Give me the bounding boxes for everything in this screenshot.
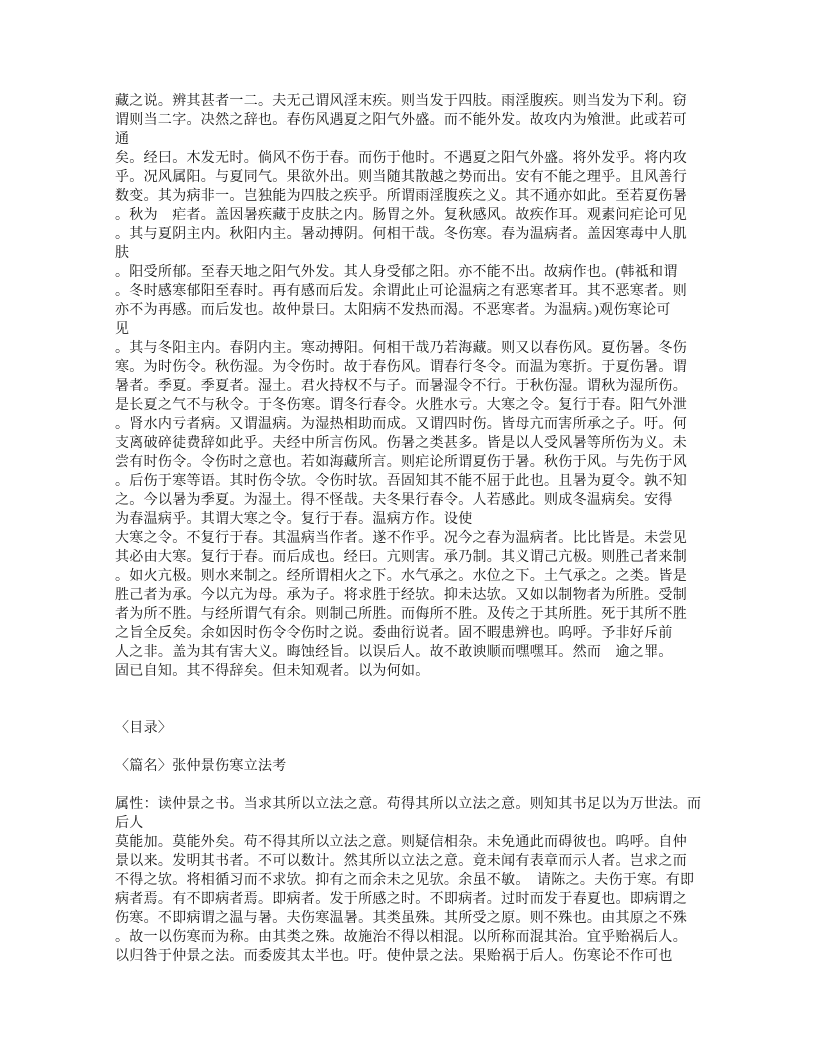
text-line: 为春温病乎。其谓大寒之令。复行于春。温病方作。设使 (115, 512, 473, 527)
text-line: 矣。经曰。木发无时。倘风不伤于春。而伤于他时。不遇夏之阳气外盛。将外发乎。将内攻 (115, 151, 687, 166)
text-line: 人之非。盖为其有害大义。晦蚀经旨。以误后人。故不敢谀顺而嘿嘿耳。然而 逾之罪。 (115, 645, 673, 660)
text-line: 其必由大寒。复行于春。而后成也。经曰。亢则害。承乃制。其义谓己亢极。则胜己者来制 (115, 550, 687, 565)
text-line: 。秋为 疟者。盖因暑疾藏于皮肤之内。肠胃之外。复秋感风。故疾作耳。观素问疟论可见 (115, 208, 687, 223)
text-line: 伤寒。不即病谓之温与暑。夫伤寒温暑。其类虽殊。其所受之原。则不殊也。由其原之不殊 (115, 911, 687, 926)
text-line: 乎。况风属阳。与夏同气。果欲外出。则当随其散越之势而出。安有不能之理乎。且风善行 (115, 170, 687, 185)
text-line: 。其与冬阳主内。春阴内主。寒动搏阳。何相干哉乃若海藏。则又以春伤风。夏伤暑。冬伤 (115, 341, 687, 356)
text-line: 大寒之令。不复行于春。其温病当作者。遂不作乎。况今之春为温病者。比比皆是。未尝见 (115, 531, 687, 546)
text-line: 数变。其为病非一。岂独能为四肢之疾乎。所谓雨淫腹疾之义。其不通亦如此。至若夏伤暑 (115, 189, 687, 204)
text-line: 藏之说。辨其甚者一二。夫无己谓风淫末疾。则当发于四肢。雨淫腹疾。则当发为下利。窃 (115, 94, 687, 109)
text-line: 。冬时感寒郁阳至春时。再有感而后发。余谓此止可论温病之有恶寒者耳。其不恶寒者。则 (115, 284, 687, 299)
text-line: 。肾水内亏者病。又谓温病。为湿热相助而成。又谓四时伤。皆母亢而害所承之子。吁。何 (115, 417, 687, 432)
text-line: 尝有时伤令。令伤时之意也。若如海藏所言。则疟论所谓夏伤于暑。秋伤于风。与先伤于风 (115, 455, 687, 470)
text-line: 后人 (115, 816, 144, 831)
text-line: 暑者。季夏。季夏者。湿土。君火持权不与子。而暑湿令不行。于秋伤湿。谓秋为湿所伤。 (115, 379, 687, 394)
text-line: 是长夏之气不与秋令。于冬伤寒。谓冬行春令。火胜水亏。大寒之令。复行于春。阳气外泄 (115, 398, 687, 413)
chapter-title-heading: 〈篇名〉张仲景伤寒立法考 (115, 759, 287, 774)
text-line: 病者焉。有不即病者焉。即病者。发于所感之时。不即病者。过时而发于春夏也。即病谓之 (115, 892, 687, 907)
text-line: 属性：读仲景之书。当求其所以立法之意。苟得其所以立法之意。则知其书足以为万世法。而 (115, 797, 702, 812)
text-line: 通 (115, 132, 130, 147)
text-line: 之旨全反矣。余如因时伤令令伤时之说。委曲衍说者。固不暇患辨也。呜呼。予非好斥前 (115, 626, 673, 641)
text-line: 以归咎于仲景之法。而委废其太半也。吁。使仲景之法。果贻祸于后人。伤寒论不作可也 (115, 949, 673, 964)
text-line: 亦不为再感。而后发也。故仲景曰。太阳病不发热而渴。不恶寒者。为温病。)观伤寒论可 (115, 303, 671, 318)
attribute-paragraph (115, 795, 721, 966)
text-line: 谓则当二字。决然之辞也。春伤风遇夏之阳气外盛。而不能外发。故攻内为飧泄。此或若可 (115, 113, 687, 128)
text-line: 之。今以暑为季夏。为湿土。得不怪哉。夫冬果行春令。人若感此。则成冬温病矣。安得 (115, 493, 673, 508)
text-line: 寒。为时伤令。秋伤湿。为令伤时。故于春伤风。谓春行冬令。而温为寒折。于夏伤暑。谓 (115, 360, 687, 375)
text-line: 胜己者为承。今以亢为母。承为子。将求胜于经欤。抑未达欤。又如以制物者为所胜。受制 (115, 588, 687, 603)
text-line: 不得之欤。将相循习而不求欤。抑有之而余未之见欤。余虽不敏。 请陈之。夫伤于寒。有即 (115, 873, 695, 888)
text-line: 见 (115, 322, 130, 337)
text-line: 。后伤于寒等语。其时伤令欤。令伤时欤。吾固知其不能不屈于此也。且暑为夏令。孰不知 (115, 474, 687, 489)
text-line: 肤 (115, 246, 130, 261)
text-line: 固已自知。其不得辞矣。但未知观者。以为何如。 (115, 664, 430, 679)
text-line: 莫能加。莫能外矣。苟不得其所以立法之意。则疑信相杂。未免通此而碍彼也。呜呼。自仲 (115, 835, 687, 850)
toc-heading: 〈目录〉 (115, 721, 173, 736)
text-line: 。如火亢极。则水来制之。经所谓相火之下。水气承之。水位之下。土气承之。之类。皆是 (115, 569, 687, 584)
text-line: 景以来。发明其书者。不可以数计。然其所以立法之意。竟未闻有表章而示人者。岂求之而 (115, 854, 687, 869)
text-line: 支离破碎徒费辞如此乎。夫经中所言伤风。伤暑之类甚多。皆是以人受风暑等所伤为义。未 (115, 436, 687, 451)
text-line: 。其与夏阴主内。秋阳内主。暑动搏阴。何相干哉。冬伤寒。春为温病者。盖因寒毒中人肌 (115, 227, 687, 242)
text-line: 。阳受所郁。至春天地之阳气外发。其人身受郁之阳。亦不能不出。故病作也。(韩祗和谓 (115, 265, 678, 280)
text-line: 。故一以伤寒而为称。由其类之殊。故施治不得以相混。以所称而混其治。宜乎贻祸后人。 (115, 930, 687, 945)
main-paragraph (115, 92, 721, 681)
text-line: 者为所不胜。与经所谓气有余。则制己所胜。而侮所不胜。及传之于其所胜。死于其所不胜 (115, 607, 687, 622)
